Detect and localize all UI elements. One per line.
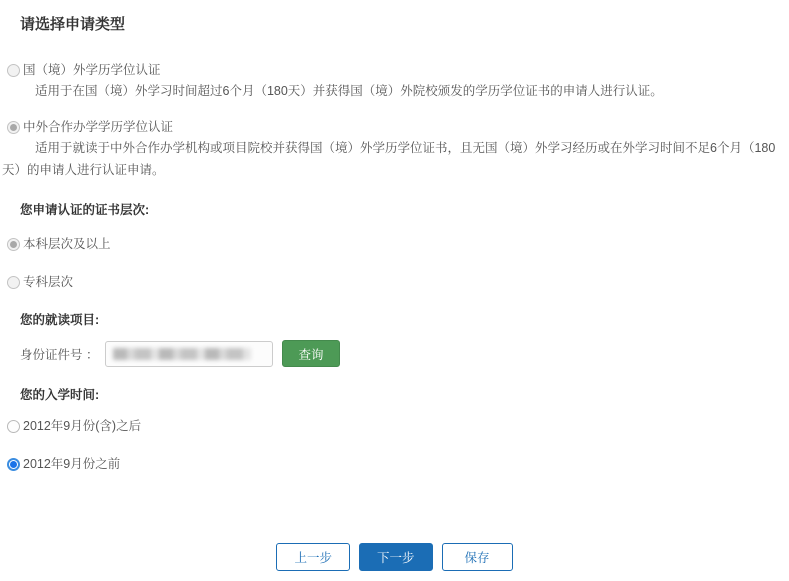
page-title: 请选择申请类型 <box>20 16 126 33</box>
radio-icon <box>7 276 20 289</box>
radio-option-before-sep-2012[interactable] <box>7 457 789 471</box>
redacted-value <box>113 348 251 360</box>
radio-option-foreign-degree[interactable] <box>7 63 789 77</box>
radio-label: 2012年9月份之前 <box>23 457 121 471</box>
radio-icon <box>7 420 20 433</box>
next-button[interactable]: 下一步 <box>359 543 433 571</box>
radio-option-sep-2012-or-after[interactable] <box>7 419 789 433</box>
radio-label: 国（境）外学历学位认证 <box>23 63 161 77</box>
footer-button-bar <box>0 543 789 571</box>
option-description-joint-program: 适用于就读于中外合作办学机构或项目院校并获得国（境）外学历学位证书，且无国（境）外学习经历或在外学习时间不足6个月（180天）的申请人进行认证申请。 <box>2 141 776 177</box>
radio-label: 中外合作办学学历学位认证 <box>23 120 174 134</box>
section-label-study-program: 您的就读项目: <box>20 313 100 327</box>
radio-label: 本科层次及以上 <box>23 237 111 251</box>
radio-label: 2012年9月份(含)之后 <box>23 419 142 433</box>
query-button[interactable]: 查询 <box>282 340 339 367</box>
id-number-label: 身份证件号 ： <box>20 347 99 362</box>
radio-label: 专科层次 <box>23 275 74 289</box>
section-label-certificate-level: 您申请认证的证书层次: <box>20 203 150 217</box>
radio-option-associate-level[interactable] <box>7 275 789 289</box>
id-number-input[interactable] <box>105 341 273 367</box>
section-label-enrollment-time: 您的入学时间: <box>20 388 100 402</box>
radio-option-joint-program[interactable] <box>7 120 789 134</box>
radio-icon <box>7 64 20 77</box>
radio-icon <box>7 121 20 134</box>
radio-icon <box>7 238 20 251</box>
id-number-row <box>20 340 789 367</box>
save-button[interactable]: 保存 <box>442 543 513 571</box>
prev-button[interactable]: 上一步 <box>276 543 350 571</box>
radio-icon <box>7 458 20 471</box>
option-description-foreign-degree: 适用于在国（境）外学习时间超过6个月（180天）并获得国（境）外院校颁发的学历学位证书的申请人进行认证。 <box>35 84 663 98</box>
radio-option-bachelor-and-above[interactable] <box>7 237 789 251</box>
